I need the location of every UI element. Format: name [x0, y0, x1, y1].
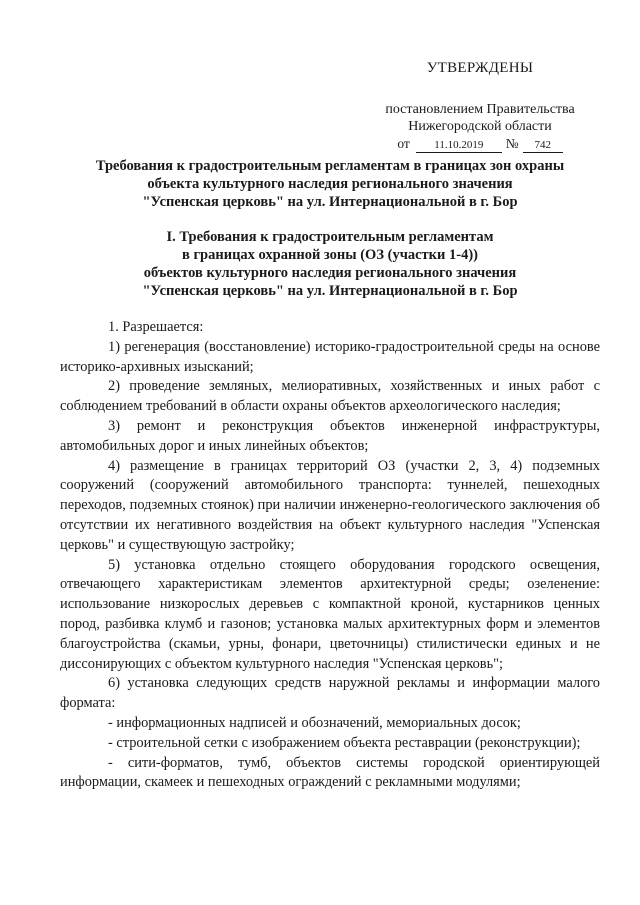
- section-heading: [60, 228, 600, 300]
- paragraph-item-4: 4) размещение в границах территорий ОЗ (участки 2, 3, 4) подземных сооружений (сооружений автомобильного транспорта: туннелей, пешеходных переходов, подземных стоянок) при наличии инженерно-геологического заключения об отсутствии их негативного воздействия на объект культурного наследия "Успенская церковь" и существующую застройку;: [60, 457, 600, 553]
- approval-title: УТВЕРЖДЕНЫ: [426, 60, 534, 76]
- approval-authority-line: постановлением Правительства: [385, 102, 575, 117]
- paragraph-item-3: 3) ремонт и реконструкция объектов инженерной инфраструктуры, автомобильных дорог и иных линейных объектов;: [60, 417, 600, 454]
- section-heading-line: I. Требования к градостроительным регламентам: [166, 229, 494, 245]
- approval-block: [360, 60, 600, 153]
- section-heading-line: в границах охранной зоны (ОЗ (участки 1-4)): [182, 247, 478, 263]
- from-label: от: [397, 136, 410, 151]
- paragraph-permitted: 1. Разрешается:: [108, 319, 204, 335]
- title-line: "Успенская церковь" на ул. Интернациональной в г. Бор: [142, 194, 518, 210]
- document-title: [60, 157, 600, 211]
- approval-region-line: Нижегородской области: [408, 119, 552, 134]
- paragraph-item-1: 1) регенерация (восстановление) историко-градостроительной среды на основе историко-архивных изысканий;: [60, 338, 600, 375]
- list-item-signs: - информационных надписей и обозначений, мемориальных досок;: [108, 714, 521, 731]
- paragraph-item-6: 6) установка следующих средств наружной рекламы и информации малого формата:: [60, 675, 600, 712]
- paragraph-item-2: 2) проведение земляных, мелиоративных, хозяйственных и иных работ с соблюдением требований в области охраны объектов археологического наследия;: [60, 378, 600, 415]
- list-item-construction-mesh: - строительной сетки с изображением объекта реставрации (реконструкции);: [108, 734, 581, 751]
- section-heading-line: "Успенская церковь" на ул. Интернациональной в г. Бор: [142, 283, 518, 299]
- document-body: [60, 318, 600, 793]
- paragraph-item-5: 5) установка отдельно стоящего оборудования городского освещения, отвечающего характеристикам элементов архитектурной среды; озеленение: использование низкорослых деревьев с компактной кроной, кустарников ценных пород, разбивка клумб и газонов; установка малых архитектурных форм и элементов благоустройства (скамьи, урны, фонари, цветочницы) стилистически единых и не диссонирующих с объектом культурного наследия "Успенская церковь";: [60, 556, 600, 672]
- approval-date-row: [360, 135, 600, 153]
- approval-date: 11.10.2019: [416, 139, 502, 153]
- title-line: Требования к градостроительным регламентам в границах зон охраны: [95, 158, 565, 174]
- approval-number: 742: [523, 139, 563, 153]
- section-heading-line: объектов культурного наследия регионального значения: [143, 265, 517, 281]
- number-label: №: [505, 136, 519, 151]
- title-line: объекта культурного наследия регионального значения: [147, 176, 513, 192]
- list-item-city-formats: - сити-форматов, тумб, объектов системы городской ориентирующей информации, скамеек и пешеходных ограждений с рекламными модулями;: [60, 754, 600, 791]
